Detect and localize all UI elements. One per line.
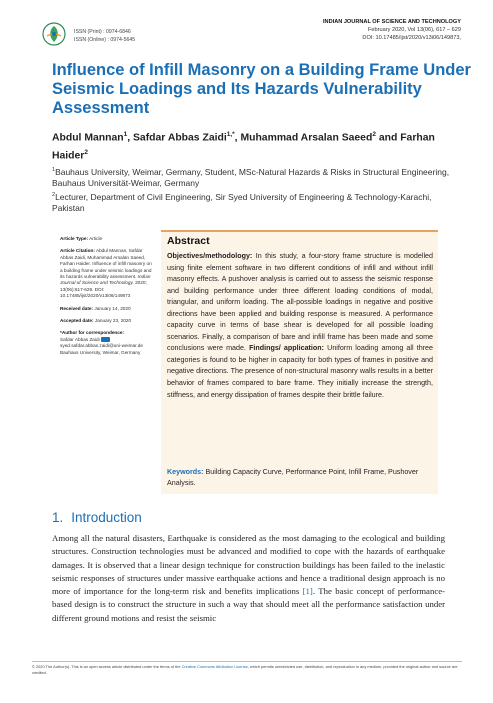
citation-label: Article Citation: — [60, 248, 95, 254]
issn-online: ISSN (Online) : 0974-5645 — [74, 37, 136, 43]
correspondence-affiliation: Bauhaus University, Weimar, Germany — [60, 349, 141, 355]
received-value: January 14, 2020 — [94, 305, 131, 311]
footer-text: , which permits unrestricted use, distribution, and reproduction in any medium, provided the original author and source are credited. — [32, 664, 458, 676]
citation-text: Abdul Mannan, Safdar Abbas Zaidi, Muhammad Arsalan Saeed, Farhan Haider. Influence of infill masonry on a building frame under seismic loadings and its hazards vulnerability assessment. — [60, 248, 152, 280]
section-number: 1. — [52, 510, 64, 525]
paper-title: Influence of Infill Masonry on a Building Frame Under Seismic Loadings and Its Hazards Vulnerability Assessment — [52, 61, 471, 117]
author-name[interactable]: Safdar Abbas Zaidi — [132, 132, 227, 144]
objectives-label: Objectives/methodology: — [167, 252, 253, 260]
article-info-sidebar — [60, 236, 155, 362]
affiliation-item — [52, 165, 462, 190]
abstract-body — [167, 251, 433, 401]
objectives-text: In this study, a four-story frame structure is modelled using finite element software in two different conditions of infill and without infill masonry effects. A pushover analysis is carried out to assess the seismic response and building performance under three different loading conditions of modal, triangular, and uniform loading. The all-possible loadings in negative and positive directions have been applied and building response is measured. A performance capacity curve in terms of base shear is developed for all possible loading scenarios. Finally, a comparison of bare and infill frame has been made and some conclusions were made. — [167, 252, 433, 353]
correspondence-name: Safdar Abbas Zaidi — [60, 336, 100, 342]
keywords-label: Keywords: — [167, 468, 204, 476]
author-name[interactable]: Muhammad Arsalan Saeed — [240, 132, 373, 144]
author-sup: 1,* — [226, 131, 235, 138]
citation-link[interactable]: [1] — [302, 586, 313, 597]
accepted-date — [60, 318, 155, 324]
article-type-label: Article Type: — [60, 236, 89, 241]
keywords — [167, 467, 433, 488]
license-link[interactable]: Creative Commons Attribution License — [181, 664, 248, 669]
affiliation-item — [52, 190, 462, 215]
intro-text: . The basic concept of performance-based design is to construct the structure in such a way that should meet all the performance satisfaction under different ground motions and resist the seismic — [52, 586, 445, 623]
author-name[interactable]: Abdul Mannan — [52, 132, 124, 144]
article-type — [60, 236, 155, 242]
keywords-text: Building Capacity Curve, Performance Point, Infill Frame, Pushover Analysis. — [167, 468, 419, 487]
issn-block — [74, 28, 135, 44]
accepted-value: January 23, 2020 — [94, 318, 132, 324]
affiliation-text: Lecturer, Department of Civil Engineering, Sir Syed University of Engineering & Technology-Karachi, Pakistan — [52, 191, 432, 214]
section-heading — [52, 510, 142, 525]
findings-text: Uniform loading among all three categories is found to be higher in capacity for both types of frames in positive and negative directions. The presence of non-structural masonry walls results in a better behavior of frames compared to bare frame. They initially increase the strength, stiffness, and energy dissipation of frames despite their brittle failure. — [167, 344, 433, 399]
journal-issue: February 2020, Vol 13(06), 617 – 629 — [368, 27, 461, 34]
journal-header — [323, 18, 461, 43]
intro-text: Among all the natural disasters, Earthquake is considered as the most damaging to the ecological and building structures. Construction technologies must be advanced and modified to cope with the hazards of earthquake damages. It is observed that a linear design technique for construction buildings has been failed to the inelastic seismic responses of structures under massive earthquake actions and hence a traditional design approach is no more of importance for the long-term risk and benefits implications — [52, 533, 445, 597]
author-sep: , — [127, 132, 133, 144]
author-name[interactable]: Farhan Haider — [52, 132, 435, 162]
journal-doi: DOI: 10.17485/ijst/2020/v13i06/149873, — [362, 35, 461, 42]
email-icon[interactable] — [101, 337, 110, 342]
received-date — [60, 306, 155, 312]
article-type-value: Article — [89, 236, 103, 241]
author-sup: 1 — [123, 131, 128, 138]
affiliation-text: Bauhaus University, Weimar, Germany, Student, MSc-Natural Hazards & Risks in Structural Engineering, Bauhaus Universität-Weimar, Germany — [52, 166, 450, 189]
citation-tail: 2020; 13(06):617-629. DOI: 10.17485/ijst/2020/v13i06/149873 — [60, 280, 147, 299]
author-sup: 2 — [84, 148, 88, 156]
received-label: Received date: — [60, 305, 94, 311]
affiliation-sup: 2 — [52, 192, 56, 199]
accepted-label: Accepted date: — [60, 318, 94, 324]
intro-paragraph — [52, 532, 445, 625]
author-sep: , — [234, 132, 241, 144]
article-citation — [60, 248, 155, 299]
issn-print: ISSN (Print) : 0974-6846 — [74, 29, 131, 35]
correspondence-label: *Author for correspondence: — [60, 330, 125, 336]
affiliations — [52, 165, 462, 215]
journal-name: INDIAN JOURNAL OF SCIENCE AND TECHNOLOGY — [323, 19, 461, 25]
footer-text: © 2020 The Author(s). This is an open access article distributed under the terms of the — [32, 664, 182, 669]
copyright-footer — [32, 661, 462, 676]
affiliation-sup: 1 — [52, 167, 56, 173]
journal-logo — [42, 22, 66, 46]
section-title: Introduction — [71, 510, 142, 525]
author-sup: 2 — [372, 131, 376, 138]
author-sep: and — [375, 132, 401, 144]
correspondence — [60, 330, 155, 356]
citation-journal: Indian Journal of Science and Technology. — [60, 274, 151, 286]
correspondence-email[interactable]: syed.safdar.abbas.zaidi@uni-weimar.de — [60, 343, 143, 349]
author-list — [52, 128, 472, 164]
abstract-heading: Abstract — [167, 235, 210, 247]
findings-label: Findings/ application: — [249, 344, 325, 353]
